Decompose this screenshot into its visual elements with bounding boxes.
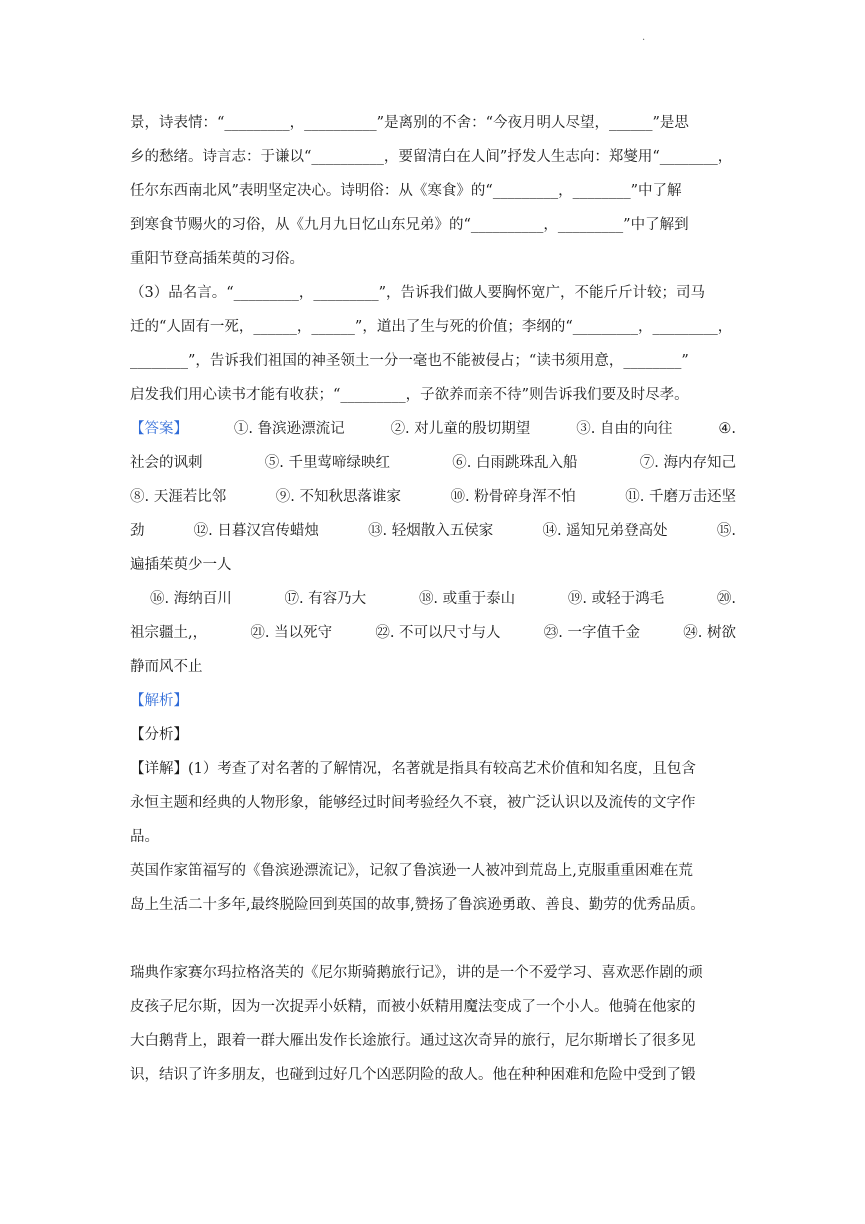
answer-item: 社会的讽刺: [130, 455, 203, 471]
answer-row: [130, 582, 736, 616]
answer-item: 祖宗疆土,，: [130, 625, 208, 641]
question-3-line: 启发我们用心读书才能有收获；“_________，子欲养而亲不待”则告诉我们要及时尽孝。: [130, 387, 689, 403]
answer-row: [130, 480, 736, 514]
answer-row: [130, 412, 736, 446]
answer-item: ⑭. 遥知兄弟登高处: [542, 523, 668, 539]
answer-tag: 【答案】: [130, 421, 188, 437]
detail-line: 皮孩子尼尔斯，因为一次捉弄小妖精，而被小妖精用魔法变成了一个小人。他骑在他家的: [130, 999, 696, 1015]
answer-item: ⑲. 或轻于鸿毛: [567, 591, 665, 607]
detail-line: 品。: [130, 829, 159, 845]
answer-item: ⑯. 海纳百川: [150, 591, 232, 607]
answer-item: 静而风不止: [130, 659, 203, 675]
paragraph-gap: [130, 922, 736, 956]
answer-row: [130, 548, 736, 582]
answer-item: ①. 鲁滨逊漂流记: [233, 421, 345, 437]
answer-row: [130, 650, 736, 684]
text-line: 到寒食节赐火的习俗，从《九月九日忆山东兄弟》的“__________，_________”中了解到: [130, 217, 689, 233]
detail-line: 瑞典作家赛尔玛拉格洛芙的《尼尔斯骑鹅旅行记》，讲的是一个不爱学习、喜欢恶作剧的顽: [130, 965, 703, 981]
question-3-line: ________”，告诉我们祖国的神圣领土一分一毫也不能被侵占；“读书须用意，________”: [130, 353, 689, 369]
text-line: 乡的愁绪。诗言志：于谦以“__________，要留清白在人间”抒发人生志向：郑燮用“________，: [130, 149, 733, 165]
fenxi-heading: 【分析】: [130, 727, 188, 743]
answer-item: ⑳.: [716, 591, 736, 607]
answer-row: [130, 446, 736, 480]
answer-item: ⑩. 粉骨碎身浑不怕: [450, 489, 576, 505]
question-3-line: 迁的“人固有一死，______，______”，道出了生与死的价值；李纲的“_________，_________，: [130, 319, 733, 335]
answer-item: ⑬. 轻烟散入五侯家: [368, 523, 494, 539]
answer-item: ⑱. 或重于泰山: [418, 591, 516, 607]
answer-item: ②. 对儿童的殷切期望: [390, 421, 531, 437]
detail-line: 识，结识了许多朋友，也碰到过好几个凶恶阴险的敌人。他在种种困难和危险中受到了锻: [130, 1067, 696, 1083]
answer-item: ③. 自由的向往: [576, 421, 673, 437]
answer-item: ⑧. 天涯若比邻: [130, 489, 227, 505]
answer-item: ㉔. 树欲: [683, 625, 736, 641]
answer-item: 劲: [130, 523, 145, 539]
answer-item: ㉒. 不可以尺寸与人: [375, 625, 501, 641]
answer-item: ㉓. 一字值千金: [543, 625, 641, 641]
corner-mark: .: [642, 32, 646, 43]
answer-item: ⑥. 白雨跳珠乱入船: [452, 455, 578, 471]
answer-item: ⑮.: [716, 523, 736, 539]
detail-line: 大白鹅背上，跟着一群大雁出发作长途旅行。通过这次奇异的旅行，尼尔斯增长了很多见: [130, 1033, 696, 1049]
answer-item: ⑫. 日暮汉宫传蜡烛: [193, 523, 319, 539]
detail-line: 【详解】(1）考查了对名著的了解情况，名著就是指具有较高艺术价值和知名度，且包含: [130, 761, 696, 777]
detail-line: 英国作家笛福写的《鲁滨逊漂流记》，记叙了鲁滨逊一人被冲到荒岛上,克服重重困难在荒: [130, 863, 693, 879]
document-page: [130, 106, 736, 1092]
answer-item: ⑤. 千里莺啼绿映红: [264, 455, 390, 471]
text-line: 景，诗表情：“_________，__________”是离别的不舍：“今夜月明人尽望，______”是思: [130, 115, 689, 131]
answer-item: 遍插茱萸少一人: [130, 557, 232, 573]
answer-item: ⑨. 不知秋思落谁家: [275, 489, 401, 505]
answer-item: ⑰. 有容乃大: [284, 591, 367, 607]
text-line: 重阳节登高插茱萸的习俗。: [130, 251, 304, 267]
answer-item: ⑪. 千磨万击还坚: [625, 489, 736, 505]
answer-item: ⑦. 海内存知己: [639, 455, 736, 471]
answer-row: [130, 514, 736, 548]
question-3-line: （3）品名言。“_________，_________”，告诉我们做人要胸怀宽广，不能斤斤计较；司马: [130, 285, 706, 301]
answer-item: ④.: [718, 421, 736, 437]
detail-line: 永恒主题和经典的人物形象，能够经过时间考验经久不衰，被广泛认识以及流传的文字作: [130, 795, 696, 811]
text-line: 任尔东西南北风”表明坚定决心。诗明俗：从《寒食》的“_________，________”中了解: [130, 183, 682, 199]
analysis-tag: 【解析】: [130, 693, 188, 709]
answer-item: ㉑. 当以死守: [250, 625, 333, 641]
answer-row: [130, 616, 736, 650]
detail-line: 岛上生活二十多年,最终脱险回到英国的故事,赞扬了鲁滨逊勇敢、善良、勤劳的优秀品质。: [130, 897, 705, 913]
